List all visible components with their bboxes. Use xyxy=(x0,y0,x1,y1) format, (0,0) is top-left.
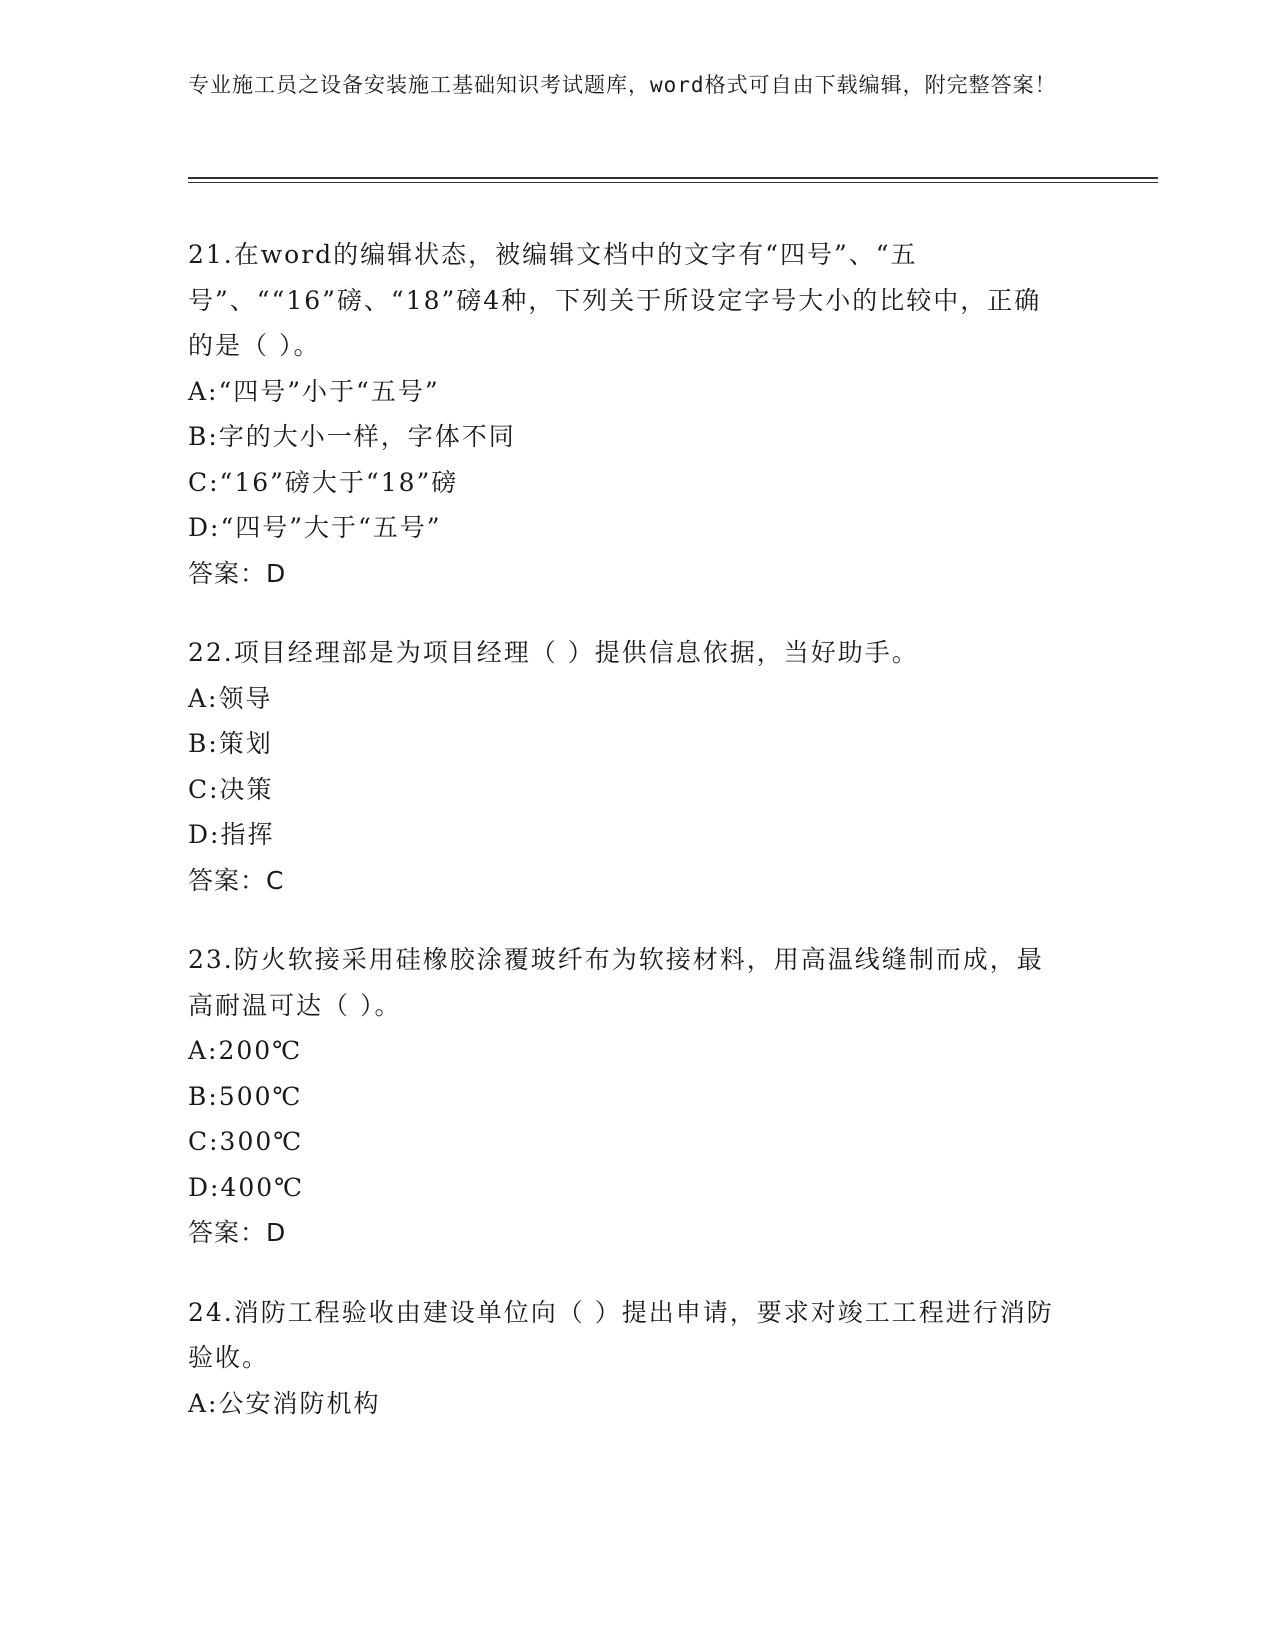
question-23 xyxy=(188,937,1068,1256)
question-22 xyxy=(188,630,1068,903)
option-d: D:指挥 xyxy=(188,820,275,849)
option-c: C:300℃ xyxy=(188,1127,304,1156)
question-21 xyxy=(188,232,1068,596)
option-a: A:200℃ xyxy=(188,1036,303,1065)
question-text: 22.项目经理部是为项目经理（ ）提供信息依据，当好助手。 xyxy=(188,638,919,667)
answer-line: 答案：D xyxy=(188,1218,287,1247)
question-text: 21.在word的编辑状态，被编辑文档中的文字有“四号”、“五号”、““16”磅、“18”磅4种，下列关于所设定字号大小的比较中，正确的是（ ）。 xyxy=(188,240,1042,360)
header-divider-thick xyxy=(188,177,1158,179)
option-a: A:公安消防机构 xyxy=(188,1388,381,1418)
question-list xyxy=(188,232,1068,1460)
option-d: D:“四号”大于“五号” xyxy=(188,513,442,542)
option-d: D:400℃ xyxy=(188,1172,305,1202)
question-text: 24.消防工程验收由建设单位向（ ）提出申请，要求对竣工工程进行消防验收。 xyxy=(188,1297,1054,1372)
option-c: C:决策 xyxy=(188,774,274,804)
option-c: C:“16”磅大于“18”磅 xyxy=(188,467,459,497)
option-b: B:字的大小一样，字体不同 xyxy=(188,422,516,451)
option-a: A:“四号”小于“五号” xyxy=(188,376,440,406)
option-b: B:500℃ xyxy=(188,1081,303,1111)
answer-line: 答案：C xyxy=(188,865,285,895)
question-text: 23.防火软接采用硅橡胶涂覆玻纤布为软接材料，用高温线缝制而成，最高耐温可达（ ）。 xyxy=(188,945,1044,1020)
option-a: A:领导 xyxy=(188,683,273,713)
header-divider-thin xyxy=(188,182,1158,183)
answer-line: 答案：D xyxy=(188,558,287,588)
question-24 xyxy=(188,1290,1068,1427)
document-header: 专业施工员之设备安装施工基础知识考试题库，word格式可自由下载编辑，附完整答案！ xyxy=(188,73,1057,97)
option-b: B:策划 xyxy=(188,729,273,758)
